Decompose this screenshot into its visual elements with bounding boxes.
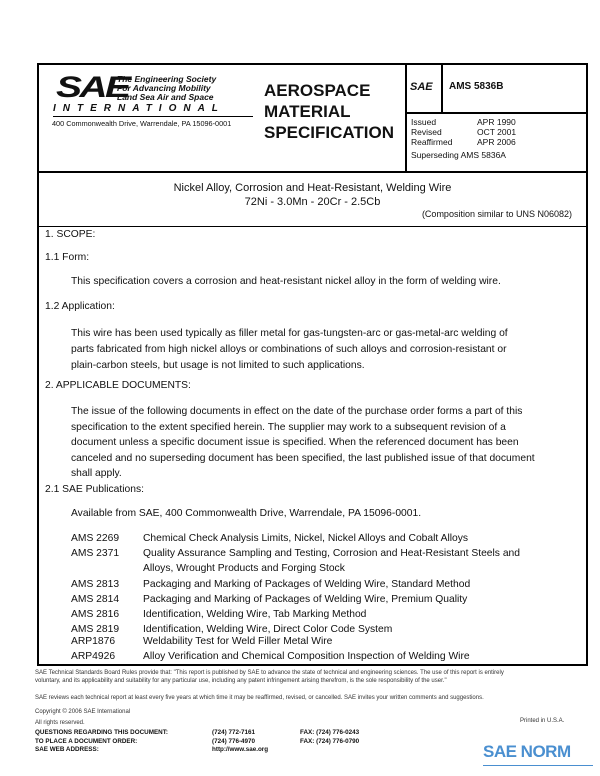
- reference-item: AMS 2814 Packaging and Marking of Packages of Welding Wire, Premium Quality: [71, 593, 468, 605]
- printed-in: Printed in U.S.A.: [520, 718, 565, 724]
- sae-address: 400 Commonwealth Drive, Warrendale, PA 15096-0001: [52, 119, 232, 128]
- society-tagline: The Engineering Society For Advancing Mobility Land Sea Air and Space: [117, 74, 217, 102]
- doc-type: AEROSPACE MATERIAL SPECIFICATION: [264, 81, 395, 142]
- web-link[interactable]: http://www.sae.org: [212, 746, 269, 753]
- watermark-rule: [483, 765, 593, 766]
- divider: [441, 63, 443, 113]
- reference-list: AMS 2269 Chemical Check Analysis Limits, Nickel, Nickel Alloys and Cobalt Alloys AMS 2371 Quality Assurance Sampling and Testing, Corrosion and Heat-Resistant Steels and Alloys, Wrought Products and Forging Stock AMS 2813 Packaging and Marking of Packages of Welding Wire, Standard Method AMS 2814 Packaging and Marking of Packages of Welding Wire, Premium Quality AMS 2816 Identification, Welding Wire, Tab Marking Method AMS 2819 Identification, Welding Wire, Direct Color Code System: [71, 531, 520, 637]
- reference-item: AMS 2371 Quality Assurance Sampling and Testing, Corrosion and Heat-Resistant Steels and: [71, 548, 520, 560]
- sae-small-logo: SAE: [410, 81, 433, 93]
- review-notice: SAE reviews each technical report at least every five years at which time it may be reaffirmed, revised, or cancelled. SAE invites your written comments and suggestions.: [35, 695, 484, 701]
- divider: [37, 226, 588, 227]
- logo-rule: [53, 116, 253, 117]
- section-1-1-text: This specification covers a corrosion and heat-resistant nickel alloy in the form of welding wire.: [71, 276, 501, 287]
- section-2-heading: 2. APPLICABLE DOCUMENTS:: [45, 380, 191, 391]
- date-values: APR 1990 OCT 2001 APR 2006: [477, 117, 517, 147]
- divider: [37, 171, 588, 173]
- composition-note: (Composition similar to UNS N06082): [421, 209, 572, 219]
- reference-item: AMS 2816 Identification, Welding Wire, Tab Marking Method: [71, 609, 367, 621]
- sae-logo: SAE: [56, 71, 129, 104]
- reference-item: ARP4926 Alloy Verification and Chemical Composition Inspection of Welding Wire: [71, 651, 470, 663]
- doc-number: AMS 5836B: [449, 81, 504, 92]
- section-2-text: The issue of the following documents in effect on the date of the purchase order forms a part of this specification to the extent specified herein. The supplier may work to a subsequent revision of a document unless a specific document issue is specified. When the referenced document has been canceled and no superseding document has been specified, the last published issue of that document shall apply.: [71, 406, 535, 479]
- section-2-1-heading: 2.1 SAE Publications:: [45, 484, 145, 495]
- contact-phones: (724) 772-7161 (724) 776-4970 http://www.sae.org: [212, 729, 269, 753]
- contact-faxes: FAX: (724) 776-0243 FAX: (724) 776-0790: [300, 729, 360, 745]
- international-label: INTERNATIONAL: [53, 103, 225, 114]
- section-2-1-text: Available from SAE, 400 Commonwealth Drive, Warrendale, PA 15096-0001.: [71, 508, 422, 519]
- copyright: Copyright © 2006 SAE International All rights reserved.: [35, 709, 131, 726]
- reference-item: ARP1876 Weldability Test for Weld Filler Metal Wire: [71, 636, 333, 647]
- reference-item: AMS 2813 Packaging and Marking of Packages of Welding Wire, Standard Method: [71, 578, 471, 590]
- contact-labels: QUESTIONS REGARDING THIS DOCUMENT: TO PLACE A DOCUMENT ORDER: SAE WEB ADDRESS:: [35, 729, 168, 753]
- date-labels: Issued Revised Reaffirmed: [411, 117, 453, 147]
- doc-title: Nickel Alloy, Corrosion and Heat-Resistant, Welding Wire 72Ni - 3.0Mn - 20Cr - 2.5Cb: [173, 182, 452, 208]
- reference-item: AMS 2819 Identification, Welding Wire, Direct Color Code System: [71, 624, 393, 636]
- sae-norm-watermark: SAE NORM: [483, 742, 571, 761]
- section-1-2-heading: 1.2 Application:: [45, 301, 115, 312]
- rules-notice: SAE Technical Standards Board Rules provide that: "This report is published by SAE to advance the state of technical and engineering sciences. The use of this report is entirely voluntary, and its applicability and suitability for any particular use, including any patent infringement arising therefrom, is the sole responsibility of the user.": [35, 670, 504, 684]
- arp-list: [71, 634, 470, 664]
- divider: [405, 63, 407, 172]
- superseding: Superseding AMS 5836A: [411, 150, 506, 160]
- section-1-2-text: This wire has been used typically as filler metal for gas-tungsten-arc or gas-metal-arc welding of parts fabricated from high nickel alloys or combinations of such alloys and corrosion-resistant or plain-carbon steels, but usage is not limited to such applications.: [71, 328, 508, 371]
- section-1-1-heading: 1.1 Form:: [45, 252, 90, 263]
- section-1-heading: 1. SCOPE:: [45, 229, 96, 240]
- divider: [405, 112, 588, 114]
- reference-item: AMS 2269 Chemical Check Analysis Limits, Nickel, Nickel Alloys and Cobalt Alloys: [71, 533, 469, 544]
